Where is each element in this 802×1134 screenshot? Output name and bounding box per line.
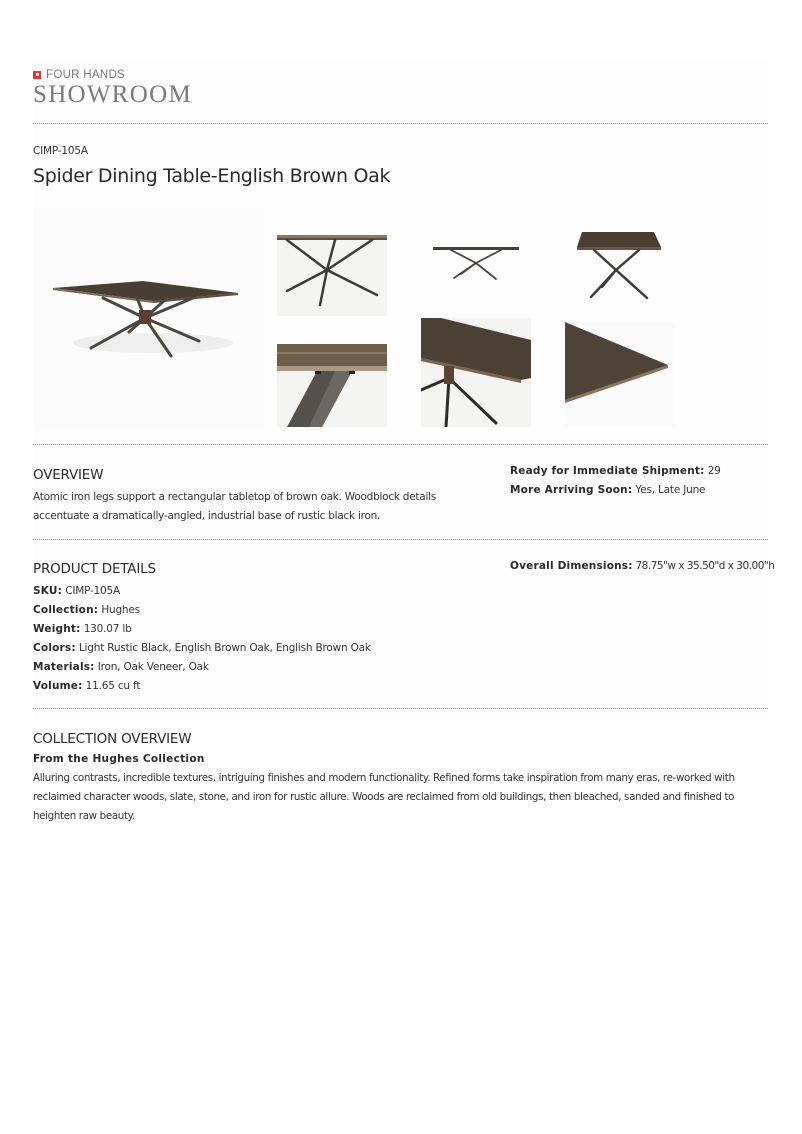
- detail-value: Light Rustic Black, English Brown Oak, English Brown Oak: [78, 642, 371, 654]
- detail-sku-row: [33, 582, 371, 601]
- detail-label: Colors:: [33, 642, 76, 654]
- stock-ready-value: 29: [707, 465, 721, 477]
- product-image-base-detail: [421, 318, 531, 427]
- dimensions-info: [510, 557, 774, 576]
- stock-ready-label: Ready for Immediate Shipment:: [510, 465, 705, 477]
- product-details-list: [33, 582, 371, 696]
- collection-text-line: reclaimed character woods, slate, stone, and iron for rustic allure. Woods are reclaimed from old buildings, then bleached, sanded and finished to: [33, 791, 735, 803]
- detail-collection-row: [33, 601, 371, 620]
- base-detail-illustration: [421, 318, 531, 427]
- detail-label: Weight:: [33, 623, 81, 635]
- collection-overview-heading: COLLECTION OVERVIEW: [33, 731, 192, 747]
- tabletop-corner-illustration: [565, 322, 675, 427]
- detail-value: Hughes: [101, 604, 140, 616]
- divider: [33, 123, 768, 124]
- more-arriving-value: Yes, Late June: [635, 484, 706, 496]
- table-side-illustration: [421, 228, 531, 313]
- brand-logo: [33, 68, 192, 108]
- detail-label: SKU:: [33, 585, 63, 597]
- detail-label: Materials:: [33, 661, 95, 673]
- collection-text-line: heighten raw beauty.: [33, 810, 135, 822]
- collection-text-line: Alluring contrasts, incredible textures, intriguing finishes and modern functionality. Refined forms take inspiration from many eras, re-worked with: [33, 772, 735, 784]
- overview-heading: OVERVIEW: [33, 467, 104, 483]
- table-front-illustration: [564, 222, 674, 314]
- edge-detail-illustration: [277, 344, 387, 427]
- product-image-edge-detail: [277, 344, 387, 427]
- detail-label: Volume:: [33, 680, 83, 692]
- detail-materials-row: [33, 658, 371, 677]
- detail-label: Collection:: [33, 604, 99, 616]
- divider: [33, 539, 768, 540]
- detail-value: CIMP-105A: [65, 585, 120, 597]
- brand-square-icon: [33, 71, 41, 79]
- detail-value: Iron, Oak Veneer, Oak: [97, 661, 209, 673]
- dimensions-label: Overall Dimensions:: [510, 560, 633, 572]
- product-image-main: [33, 208, 265, 430]
- dimensions-value: 78.75"w x 35.50"d x 30.00"h: [635, 560, 775, 572]
- overview-text: Atomic iron legs support a rectangular tabletop of brown oak. Woodblock details accentuate a dramatically-angled, industrial base of rustic black iron.: [33, 491, 437, 522]
- product-image-end: [277, 235, 387, 316]
- detail-volume-row: [33, 677, 371, 696]
- detail-value: 11.65 cu ft: [85, 680, 141, 692]
- product-image-front: [564, 222, 674, 314]
- detail-colors-row: [33, 639, 371, 658]
- dimensions-row: [510, 557, 774, 576]
- brand-company-name: FOUR HANDS: [46, 68, 126, 81]
- table-end-illustration: [277, 235, 387, 316]
- product-image-tabletop-corner: [565, 322, 675, 427]
- detail-value: 130.07 lb: [83, 623, 132, 635]
- product-image-side: [421, 228, 531, 313]
- more-arriving-row: [510, 481, 721, 500]
- availability-info: [510, 462, 721, 500]
- table-angle-illustration: [33, 208, 265, 430]
- product-sku: CIMP-105A: [33, 145, 88, 157]
- divider: [33, 708, 768, 709]
- collection-text: [33, 769, 773, 826]
- page-title: Spider Dining Table-English Brown Oak: [33, 165, 391, 187]
- divider: [33, 444, 768, 445]
- product-details-heading: PRODUCT DETAILS: [33, 561, 156, 577]
- collection-subheading: From the Hughes Collection: [33, 753, 205, 765]
- stock-ready-row: [510, 462, 721, 481]
- brand-product-line: SHOWROOM: [33, 81, 193, 108]
- more-arriving-label: More Arriving Soon:: [510, 484, 633, 496]
- detail-weight-row: [33, 620, 371, 639]
